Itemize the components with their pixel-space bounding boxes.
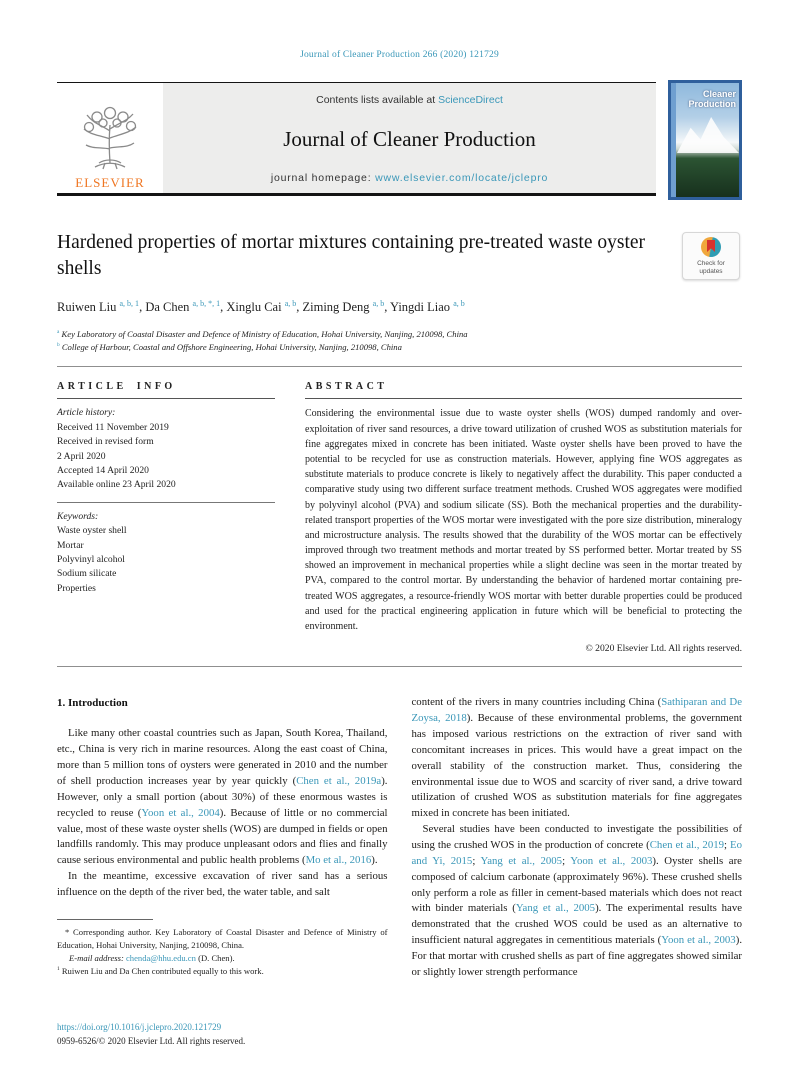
article-history bbox=[57, 399, 275, 501]
paragraph: In the meantime, excessive excavation of river sand has a serious influence on the depth of the river bed, the water table, and salt bbox=[57, 870, 388, 898]
masthead bbox=[57, 80, 742, 200]
issn-copyright-line: 0959-6526/© 2020 Elsevier Ltd. All rights reserved. bbox=[57, 1035, 246, 1046]
abstract-column bbox=[305, 381, 742, 654]
citation-link[interactable]: Eo and Yi, 2015 bbox=[411, 838, 743, 867]
keyword: Waste oyster shell bbox=[57, 525, 127, 537]
section-heading-introduction: 1. Introduction bbox=[57, 697, 128, 710]
history-line: Accepted 14 April 2020 bbox=[57, 464, 149, 476]
homepage-line: journal homepage: www.elsevier.com/locate/jclepro bbox=[270, 172, 549, 184]
citation-link[interactable]: Yoon et al., 2004 bbox=[141, 806, 220, 819]
citation-link[interactable]: Chen et al., 2019 bbox=[649, 838, 725, 851]
check-for-updates-button[interactable] bbox=[682, 232, 740, 280]
authors-line: Ruiwen Liu $^{a, b, 1}$, Da Chen $^{a, b, *, 1}$, Xinglu Cai $^{a, b}$, Ziming Deng $^{a, b}$, Yingdi Liao $^{a, b}$ bbox=[57, 298, 465, 314]
citation-link[interactable]: Sathiparan and De Zoysa, 2018 bbox=[411, 696, 742, 725]
history-line: Received 11 November 2019 bbox=[57, 421, 169, 433]
elsevier-tree-icon bbox=[79, 105, 141, 177]
citation-link[interactable]: Yoon et al., 2003 bbox=[661, 934, 736, 947]
body-text bbox=[57, 695, 742, 980]
paragraph: Like many other coastal countries such as Japan, South Korea, Thailand, etc., China is very rich in marine resources. Along the east coast of China, more than 5 million tons of oysters were generated in 2010 and the number of shell production increases year by year quickly (Chen et al., 2019a). However, only a small portion (about 30%) of these enormous wastes is recycled to reuse (Yoon et al., 2004). Because of little or no commercial value, most of these waste oyster shells (WOS) are dumped in fields or open landfills randomly. This may produce unpleasant odors and flies and finally cause serious environmental and public health problems (Mo et al., 2016). bbox=[57, 727, 388, 867]
paragraph: content of the rivers in many countries including China (Sathiparan and De Zoysa, 2018). Because of these environmental problems, the government has imposed various restrictions on the extraction of river sand with concomitant increases in prices. This would have a great impact on the overall stability of the construction market. Thus, considering the environmental issue due to WOS and scarcity of river sand, a drive toward utilization of crushed WOS as substitution materials for fine aggregates mixed in concrete has been initiated. bbox=[411, 696, 742, 820]
keyword: Properties bbox=[57, 582, 96, 594]
history-line: 2 April 2020 bbox=[57, 450, 106, 462]
keyword: Polyvinyl alcohol bbox=[57, 553, 125, 565]
paragraph: Several studies have been conducted to investigate the possibilities of using the crushed WOS in the production of concrete (Chen et al., 2019; Eo and Yi, 2015; Yang et al., 2005; Yoon et al., 2003). Oyster shells are composed of calcium carbonate (approximately 96%). These crushed shells only perform a role as filler in cement-based materials which does not react with binder materials (Yang et al., 2005). The experimental results have demonstrated that the crushed WOS could be used as an alternative to insufficient natural aggregates in cementitious materials (Yoon et al., 2003). For that mortar with crushed shells as part of fine aggregates showed similar or slightly lower strength performance bbox=[411, 823, 743, 978]
journal-homepage-link[interactable]: www.elsevier.com/locate/jclepro bbox=[375, 172, 549, 184]
affiliation-b: $^b$ College of Harbour, Coastal and Offshore Engineering, Hohai University, Nanjing, 210098, China bbox=[57, 342, 402, 353]
citation-link[interactable]: Yang et al., 2005 bbox=[480, 854, 563, 867]
article-info-column bbox=[57, 381, 275, 654]
citation-link[interactable]: Yoon et al., 2003 bbox=[570, 854, 653, 867]
corresponding-author-note: * Corresponding author. Key Laboratory of Coastal Disaster and Defence of Ministry of Education, Hohai University, Nanjing, 210098, China. bbox=[57, 926, 388, 950]
affiliation-a: $^a$ Key Laboratory of Coastal Disaster and Defence of Ministry of Education, Hohai University, Nanjing, 210098, China bbox=[57, 328, 468, 339]
abstract-text: Considering the environmental issue due to waste oyster shells (WOS) dumped randomly and over-exploitation of river sand resources, a drive toward utilization of crushed WOS as substitution materials for fine aggregates mixed in concrete has been initiated. Waste oyster shells have been proved to have the potential to be recycled for use as construction materials. However, applying fine WOS aggregates as substitute materials to produce concrete is likely to negatively affect the durability. This paper conducted a comparative study using two different surface treatment methods. Crushed WOS aggregates were modified by polyvinyl alcohol (PVA) and sodium silicate (SS). Both the mechanical properties and the durability-related transport properties of the WOS mortar were investigated with the pore size distribution, mineralogy and microstructure analysis. The results showed that the durability of the WOS mortar can be effectively improved through two treatment methods and mortar treated by SS performed better. Mortar treated by SS showed an improvement in mechanical properties while a slight decline was seen in the mortar treated by PVA, compared to the control mortar. By understanding the behavior of hardened mortar containing pre-treated WOS aggregates, a resource-friendly WOS mortar with better durable properties could be produced and used for the practical engineering application in future which will be beneficial to protecting the environment. bbox=[305, 408, 742, 633]
bookmark-icon bbox=[707, 240, 715, 252]
divider bbox=[57, 666, 742, 667]
journal-cover-image bbox=[671, 83, 739, 197]
masthead-center bbox=[163, 83, 656, 193]
article-info-heading: ARTICLE INFO bbox=[57, 381, 275, 399]
contribution-note: $^1$ Ruiwen Liu and Da Chen contributed equally to this work. bbox=[57, 965, 264, 976]
crossmark-icon bbox=[701, 237, 721, 257]
journal-title: Journal of Cleaner Production bbox=[283, 126, 536, 151]
check-updates-label: Check for updates bbox=[697, 260, 725, 275]
masthead-band bbox=[57, 82, 656, 196]
keyword: Mortar bbox=[57, 539, 84, 551]
citation-link[interactable]: Yang et al., 2005 bbox=[515, 902, 596, 915]
title-block bbox=[57, 230, 742, 283]
article-history-label: Article history: bbox=[57, 407, 116, 419]
info-abstract-section bbox=[57, 381, 742, 654]
doi-link[interactable]: https://doi.org/10.1016/j.jclepro.2020.121729 bbox=[57, 1022, 222, 1032]
divider bbox=[57, 366, 742, 367]
abstract-copyright: © 2020 Elsevier Ltd. All rights reserved. bbox=[585, 643, 742, 655]
cover-title: Cleaner Production bbox=[688, 89, 736, 109]
citation-link[interactable]: Mo et al., 2016 bbox=[305, 854, 372, 867]
sciencedirect-link[interactable]: ScienceDirect bbox=[438, 94, 503, 106]
footnote-divider bbox=[57, 919, 153, 920]
contents-line: Contents lists available at ScienceDirect bbox=[316, 94, 503, 106]
history-line: Received in revised form bbox=[57, 436, 154, 448]
email-note: E-mail address: chenda@hhu.edu.cn (D. Chen). bbox=[69, 952, 235, 963]
cover-spine bbox=[671, 83, 676, 197]
keywords-label: Keywords: bbox=[57, 510, 99, 522]
history-line: Available online 23 April 2020 bbox=[57, 479, 176, 491]
journal-reference-link[interactable]: Journal of Cleaner Production 266 (2020) 121729 bbox=[300, 50, 499, 60]
cover-mountain bbox=[677, 117, 739, 153]
elsevier-wordmark: ELSEVIER bbox=[75, 175, 145, 190]
footnotes bbox=[57, 919, 388, 978]
footer bbox=[57, 1021, 742, 1048]
body-left-column bbox=[57, 695, 388, 980]
affiliations bbox=[57, 328, 742, 355]
journal-cover-thumbnail[interactable] bbox=[668, 80, 742, 200]
keyword: Sodium silicate bbox=[57, 568, 117, 580]
citation-link[interactable]: Chen et al., 2019a bbox=[296, 774, 382, 787]
elsevier-logo bbox=[57, 83, 163, 193]
body-right-column bbox=[412, 695, 743, 980]
keywords-block bbox=[57, 503, 275, 605]
article-title: Hardened properties of mortar mixtures containing pre-treated waste oyster shells bbox=[57, 232, 646, 280]
email-link[interactable]: chenda@hhu.edu.cn bbox=[125, 952, 196, 963]
abstract-heading: ABSTRACT bbox=[305, 381, 742, 399]
